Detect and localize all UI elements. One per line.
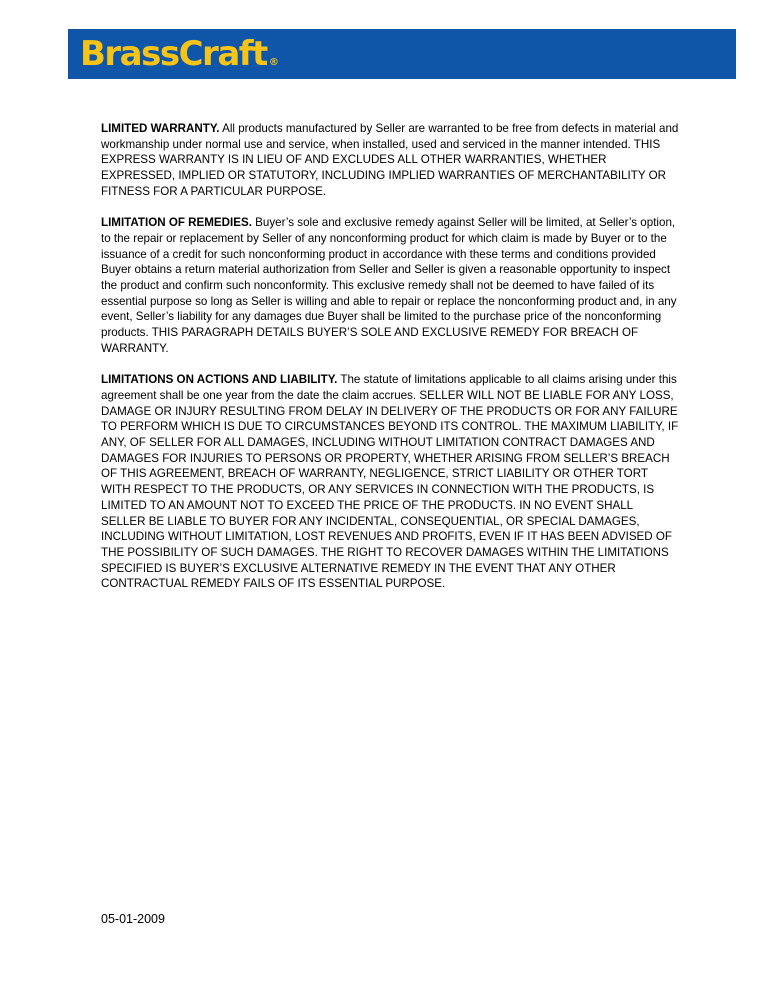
document-body — [101, 121, 679, 608]
paragraph-text: Buyer’s sole and exclusive remedy against Seller will be limited, at Seller’s option, to the repair or replacement by Seller of any nonconforming product for which claim is made by Buyer or to the issuance of a credit for such nonconforming product in accordance with these terms and conditions provided Buyer obtains a return material authorization from Seller and Seller is given a reasonable opportunity to inspect the product and confirm such nonconformity. This exclusive remedy shall not be deemed to have failed of its essential purpose so long as Seller is willing and able to repair or replace the nonconforming product and, in any event, Seller’s liability for any damages due Buyer shall be limited to the purchase price of the nonconforming products. THIS PARAGRAPH DETAILS BUYER’S SOLE AND EXCLUSIVE REMEDY FOR BREACH OF WARRANTY. — [101, 216, 677, 355]
brasscraft-logo — [80, 33, 279, 75]
registered-mark: ® — [268, 57, 279, 68]
logo-text: BrassCraft — [80, 34, 267, 74]
limitation-of-remedies-paragraph — [101, 215, 679, 356]
paragraph-heading: LIMITATION OF REMEDIES. — [101, 216, 252, 230]
limited-warranty-paragraph — [101, 121, 679, 200]
footer-date: 05-01-2009 — [101, 912, 165, 926]
paragraph-text: The statute of limitations applicable to all claims arising under this agreement shall be one year from the date the claim accrues. SELLER WILL NOT BE LIABLE FOR ANY LOSS, DAMAGE OR INJURY RESULTING FROM DELAY IN DELIVERY OF THE PRODUCTS OR FOR ANY FAILURE TO PERFORM WHICH IS DUE TO CIRCUMSTANCES BEYOND ITS CONTROL. THE MAXIMUM LIABILITY, IF ANY, OF SELLER FOR ALL DAMAGES, INCLUDING WITHOUT LIMITATION CONTRACT DAMAGES AND DAMAGES FOR INJURIES TO PERSONS OR PROPERTY, WHETHER ARISING FROM SELLER’S BREACH OF THIS AGREEMENT, BREACH OF WARRANTY, NEGLIGENCE, STRICT LIABILITY OR OTHER TORT WITH RESPECT TO THE PRODUCTS, OR ANY SERVICES IN CONNECTION WITH THE PRODUCTS, IS LIMITED TO AN AMOUNT NOT TO EXCEED THE PRICE OF THE PRODUCTS. IN NO EVENT SHALL SELLER BE LIABLE TO BUYER FOR ANY INCIDENTAL, CONSEQUENTIAL, OR SPECIAL DAMAGES, INCLUDING WITHOUT LIMITATION, LOST REVENUES AND PROFITS, EVEN IF IT HAS BEEN ADVISED OF THE POSSIBILITY OF SUCH DAMAGES. THE RIGHT TO RECOVER DAMAGES WITHIN THE LIMITATIONS SPECIFIED IS BUYER’S EXCLUSIVE ALTERNATIVE REMEDY IN THE EVENT THAT ANY OTHER CONTRACTUAL REMEDY FAILS OF ITS ESSENTIAL PURPOSE. — [101, 373, 679, 591]
paragraph-text: All products manufactured by Seller are warranted to be free from defects in material and workmanship under normal use and service, when installed, used and serviced in the manner intended. THIS EXPRESS WARRANTY IS IN LIEU OF AND EXCLUDES ALL OTHER WARRANTIES, WHETHER EXPRESSED, IMPLIED OR STATUTORY, INCLUDING IMPLIED WARRANTIES OF MERCHANTABILITY OR FITNESS FOR A PARTICULAR PURPOSE. — [101, 122, 679, 198]
paragraph-heading: LIMITATIONS ON ACTIONS AND LIABILITY. — [101, 373, 338, 387]
paragraph-heading: LIMITED WARRANTY. — [101, 122, 220, 135]
limitations-on-actions-paragraph — [101, 372, 679, 592]
header-banner — [68, 29, 736, 79]
